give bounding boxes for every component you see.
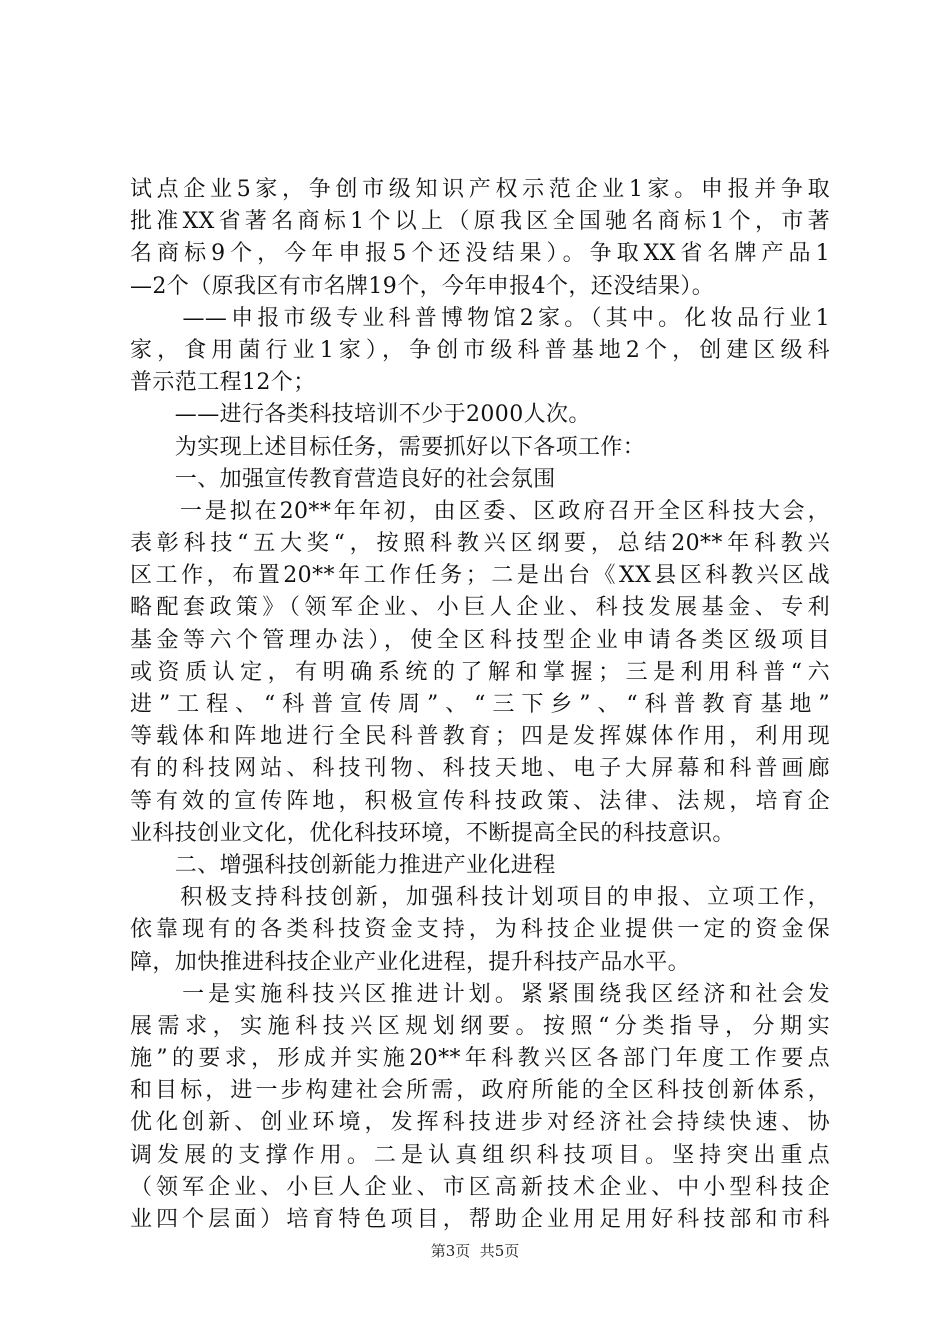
text-line: 业科技创业文化，优化科技环境，不断提高全民的科技意识。 [130, 820, 735, 846]
text-line: 略配套政策》（领军企业、小巨人企业、科技发展基金、专利 [130, 595, 830, 621]
section-heading: 一、加强宣传教育营造良好的社会氛围 [130, 466, 556, 492]
text-line: 为实现上述目标任务，需要抓好以下各项工作： [130, 434, 646, 460]
text-line: 业四个层面）培育特色项目，帮助企业用足用好科技部和市科 [130, 1207, 830, 1232]
text-line: 展需求，实施科技兴区规划纲要。按照“分类指导，分期实 [130, 1013, 830, 1039]
text-line: 试点企业5家，争创市级知识产权示范企业1家。申报并争取 [130, 177, 830, 202]
text-line: 施”的要求，形成并实施20**年科教兴区各部门年度工作要点 [130, 1046, 830, 1072]
text-line: 等有效的宣传阵地，积极宣传科技政策、法律、法规，培育企 [130, 788, 830, 814]
text-line: 一是拟在20**年年初，由区委、区政府召开全区科技大会， [130, 498, 830, 524]
page-number-footer: 第3页 共5页 [430, 1242, 520, 1260]
text-line: 表彰科技“五大奖“，按照科教兴区纲要，总结20**年科教兴 [130, 531, 830, 557]
text-line: 障，加快推进科技企业产业化进程，提升科技产品水平。 [130, 949, 691, 975]
text-line: 批准XX省著名商标1个以上（原我区全国驰名商标1个，市著 [130, 209, 830, 235]
text-line: ——进行各类科技培训不少于2000人次。 [130, 402, 591, 428]
text-line: 有的科技网站、科技刊物、科技天地、电子大屏幕和科普画廊 [130, 756, 830, 782]
text-line: 进”工程、“科普宣传周”、“三下乡”、“科普教育基地” [130, 692, 830, 717]
text-line: （领军企业、小巨人企业、市区高新技术企业、中小型科技企 [130, 1174, 830, 1200]
body-text [130, 174, 830, 1236]
section-heading: 二、增强科技创新能力推进产业化进程 [130, 852, 556, 878]
text-line: 优化创新、创业环境，发挥科技进步对经济社会持续快速、协 [130, 1110, 830, 1136]
text-line: 区工作，布置20**年工作任务；二是出台《XX县区科教兴区战 [130, 563, 830, 589]
text-line: 家，食用菌行业1家），争创市级科普基地2个，创建区级科 [130, 337, 830, 363]
text-line: 或资质认定，有明确系统的了解和掌握；三是利用科普“六 [130, 659, 830, 685]
text-line: ——申报市级专业科普博物馆2家。（其中。化妆品行业1 [130, 305, 830, 331]
text-line: 等载体和阵地进行全民科普教育；四是发挥媒体作用，利用现 [130, 724, 830, 750]
text-line: 和目标，进一步构建社会所需，政府所能的全区科技创新体系， [130, 1078, 830, 1104]
text-line: 依靠现有的各类科技资金支持，为科技企业提供一定的资金保 [130, 917, 830, 943]
text-line: 调发展的支撑作用。二是认真组织科技项目。坚持突出重点 [130, 1142, 830, 1168]
text-line: 一是实施科技兴区推进计划。紧紧围绕我区经济和社会发 [130, 981, 830, 1007]
text-line: 普示范工程12个； [130, 370, 316, 396]
text-line: 积极支持科技创新，加强科技计划项目的申报、立项工作， [130, 885, 830, 911]
text-line: 基金等六个管理办法），使全区科技型企业申请各类区级项目 [130, 627, 830, 653]
text-line: —2个（原我区有市名牌19个，今年申报4个，还没结果）。 [130, 273, 715, 299]
text-line: 名商标9个，今年申报5个还没结果）。争取XX省名牌产品1 [130, 241, 830, 267]
